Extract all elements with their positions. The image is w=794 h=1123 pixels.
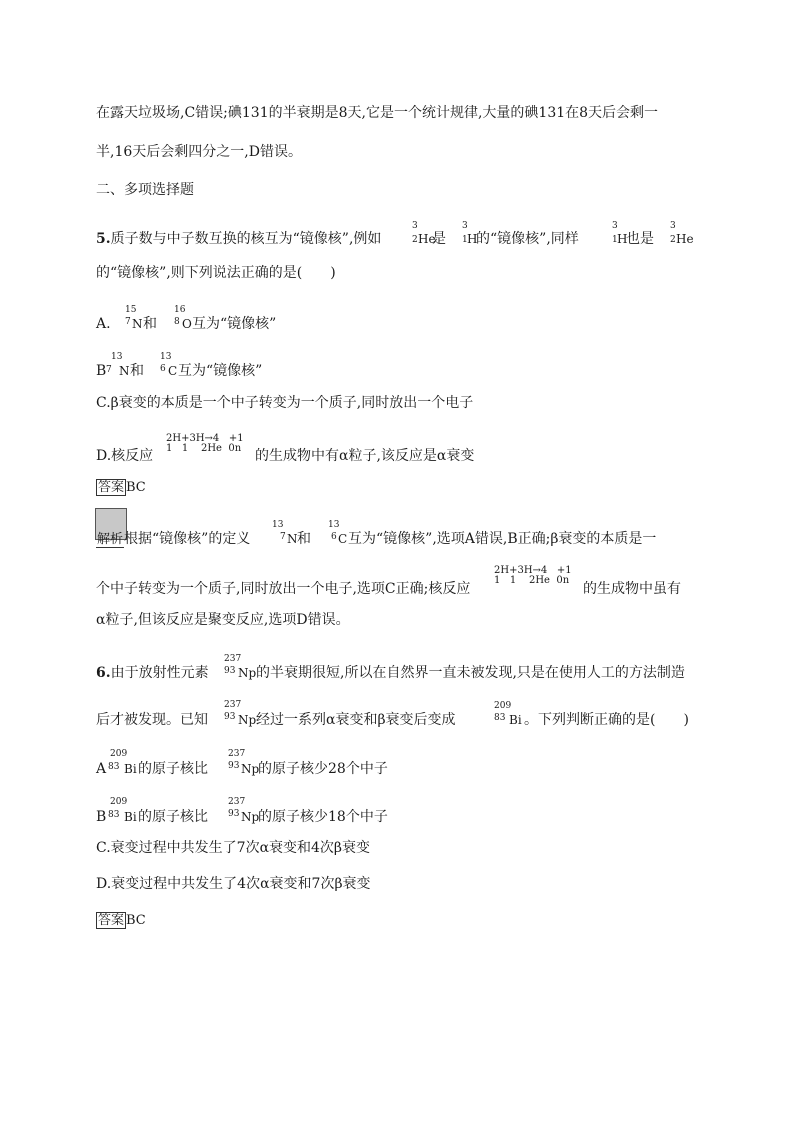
- q5-h3-mass: 3: [462, 221, 468, 231]
- q6-np-z: 93: [224, 666, 236, 676]
- q5-h3-z: 1: [462, 235, 468, 245]
- q6-bi-symbol: Bi: [509, 713, 522, 727]
- q5-analysis-equation-top: 2H+3H→4 +1: [494, 565, 572, 576]
- q6-np2-symbol: Np: [238, 713, 257, 727]
- q6-option-a-label: A: [96, 761, 107, 777]
- q5-h3b-symbol: H: [617, 232, 628, 246]
- q5-stem-text-b: 是: [432, 231, 446, 247]
- q6-stem-text-b: 的半衰期很短,所以在自然界一直未被发现,只是在使用人工的方法制造: [256, 665, 685, 681]
- q6-stem-text-a: 由于放射性元素: [110, 665, 209, 681]
- q5-analysis-text-b: 和: [297, 531, 311, 547]
- q5-he3b-z: 2: [670, 235, 676, 245]
- q6-b-bi-z: 83: [108, 810, 120, 820]
- q6-a-bi-mass: 209: [110, 749, 128, 759]
- q5-he3b-mass: 3: [670, 221, 676, 231]
- q5-stem-text-c: 的“镜像核”,同样: [476, 231, 579, 247]
- q6-b-bi-mass: 209: [110, 797, 128, 807]
- q6-option-a-mid: 的原子核比: [138, 761, 208, 777]
- q5-o16-z: 8: [174, 317, 180, 327]
- q6-option-b-mid: 的原子核比: [138, 809, 208, 825]
- q6-bi-mass: 209: [494, 701, 512, 711]
- q5-option-a-label: A.: [96, 316, 111, 332]
- q6-np-mass: 237: [224, 654, 242, 664]
- q6-number: 6.: [96, 665, 111, 681]
- q6-b-np-symbol: Np: [241, 810, 260, 824]
- q5-analysis-c13-z: 6: [331, 532, 337, 542]
- q6-stem-text-e: 。下列判断正确的是( ): [524, 712, 689, 728]
- q6-option-b-end: 的原子核少18个中子: [258, 809, 388, 825]
- q5-c13-z: 6: [160, 364, 166, 374]
- q6-a-bi-symbol: Bi: [124, 762, 137, 776]
- q5-analysis-n13-mass: 13: [272, 520, 284, 530]
- q5-n15-z: 7: [125, 317, 131, 327]
- q6-np2-mass: 237: [224, 700, 242, 710]
- q5-option-b-label: B: [96, 363, 107, 379]
- q5-he3-mass: 3: [412, 221, 418, 231]
- q5-option-a-mid: 和: [143, 316, 157, 332]
- q5-h3-symbol: H: [467, 232, 478, 246]
- q6-option-d: D.衰变过程中共发生了4次α衰变和7次β衰变: [96, 876, 371, 892]
- q5-analysis-text-c: 互为“镜像核”,选项A错误,B正确;β衰变的本质是一: [348, 531, 657, 547]
- q6-a-np-symbol: Np: [241, 762, 260, 776]
- q6-b-np-z: 93: [228, 809, 240, 819]
- q5-o16-mass: 16: [174, 305, 186, 315]
- q5-analysis-line-1: [96, 530, 250, 548]
- q6-answer-label: 答案: [98, 913, 125, 928]
- q6-option-c: C.衰变过程中共发生了7次α衰变和4次β衰变: [96, 840, 371, 856]
- q5-analysis-label: 解析: [97, 532, 124, 547]
- q5-option-c: C.β衰变的本质是一个中子转变为一个质子,同时放出一个电子: [96, 395, 474, 411]
- prev-explanation-line-1: 在露天垃圾场,C错误;碘131的半衰期是8天,它是一个统计规律,大量的碘131在8天后会剩一: [96, 105, 659, 121]
- q5-n13-mass: 13: [111, 352, 123, 362]
- q5-analysis-text-a: 根据“镜像核”的定义: [124, 531, 251, 547]
- q5-o16-symbol: O: [182, 317, 192, 331]
- q5-analysis-text-2a: 个中子转变为一个质子,同时放出一个电子,选项C正确;核反应: [96, 581, 471, 597]
- q5-n15-mass: 15: [125, 305, 137, 315]
- q5-option-b-mid: 和: [130, 363, 144, 379]
- q5-option-d-end: 的生成物中有α粒子,该反应是α衰变: [255, 448, 475, 464]
- q5-reaction-equation-top: 2H+3H→4 +1: [166, 433, 244, 444]
- prev-explanation-line-2: 半,16天后会剩四分之一,D错误。: [96, 144, 302, 160]
- q6-stem-line-1: [96, 664, 209, 682]
- q6-stem-text-c: 后才被发现。已知: [96, 712, 208, 728]
- q5-option-b-end: 互为“镜像核”: [178, 363, 263, 379]
- q5-analysis-line-3: α粒子,但该反应是聚变反应,选项D错误。: [96, 612, 350, 628]
- q6-option-b-label: B: [96, 809, 107, 825]
- q5-number: 5.: [96, 231, 111, 247]
- q5-analysis-c13-symbol: C: [338, 532, 348, 546]
- q6-a-np-z: 93: [228, 761, 240, 771]
- q5-n13-symbol: N: [119, 364, 130, 378]
- q6-np2-z: 93: [224, 712, 236, 722]
- q5-c13-symbol: C: [168, 364, 178, 378]
- q5-answer-label: 答案: [98, 480, 125, 495]
- q6-b-bi-symbol: Bi: [124, 810, 137, 824]
- q6-a-np-mass: 237: [228, 749, 246, 759]
- q5-stem-text-d: 也是: [626, 231, 654, 247]
- q5-reaction-equation-bottom: 1 1 2He 0n: [166, 443, 242, 454]
- q5-analysis-text-2b: 的生成物中虽有: [583, 581, 681, 597]
- q5-c13-mass: 13: [160, 352, 172, 362]
- q5-he3-symbol: He: [418, 232, 436, 246]
- q5-answer-value: BC: [126, 480, 146, 495]
- q5-stem-line-1: [96, 230, 381, 248]
- q5-n13-z: 7: [106, 365, 112, 375]
- q5-h3b-mass: 3: [612, 221, 618, 231]
- q5-stem-line-2: 的“镜像核”,则下列说法正确的是( ): [96, 265, 336, 281]
- q5-option-a-end: 互为“镜像核”: [192, 316, 277, 332]
- q5-analysis-c13-mass: 13: [328, 520, 340, 530]
- q5-he3-z: 2: [412, 235, 418, 245]
- q5-analysis-equation-bottom: 1 1 2He 0n: [494, 575, 570, 586]
- q6-b-np-mass: 237: [228, 797, 246, 807]
- q6-stem-text-d: 经过一系列α衰变和β衰变后变成: [256, 712, 456, 728]
- q6-bi-z: 83: [494, 713, 506, 723]
- q5-h3b-z: 1: [612, 235, 618, 245]
- q6-np-symbol: Np: [238, 666, 257, 680]
- q6-option-a-end: 的原子核少28个中子: [258, 761, 388, 777]
- section-title: 二、多项选择题: [96, 182, 194, 198]
- q5-option-d-label: D.核反应: [96, 448, 154, 464]
- q6-answer: [96, 911, 146, 930]
- q6-answer-value: BC: [126, 913, 146, 928]
- q5-answer: [96, 478, 146, 497]
- q5-n15-symbol: N: [132, 317, 143, 331]
- q5-analysis-n13-z: 7: [280, 532, 286, 542]
- q5-he3b-symbol: He: [676, 232, 694, 246]
- q5-analysis-n13-symbol: N: [287, 532, 298, 546]
- q6-a-bi-z: 83: [108, 762, 120, 772]
- q5-stem-text-a: 质子数与中子数互换的核互为“镜像核”,例如: [110, 231, 382, 247]
